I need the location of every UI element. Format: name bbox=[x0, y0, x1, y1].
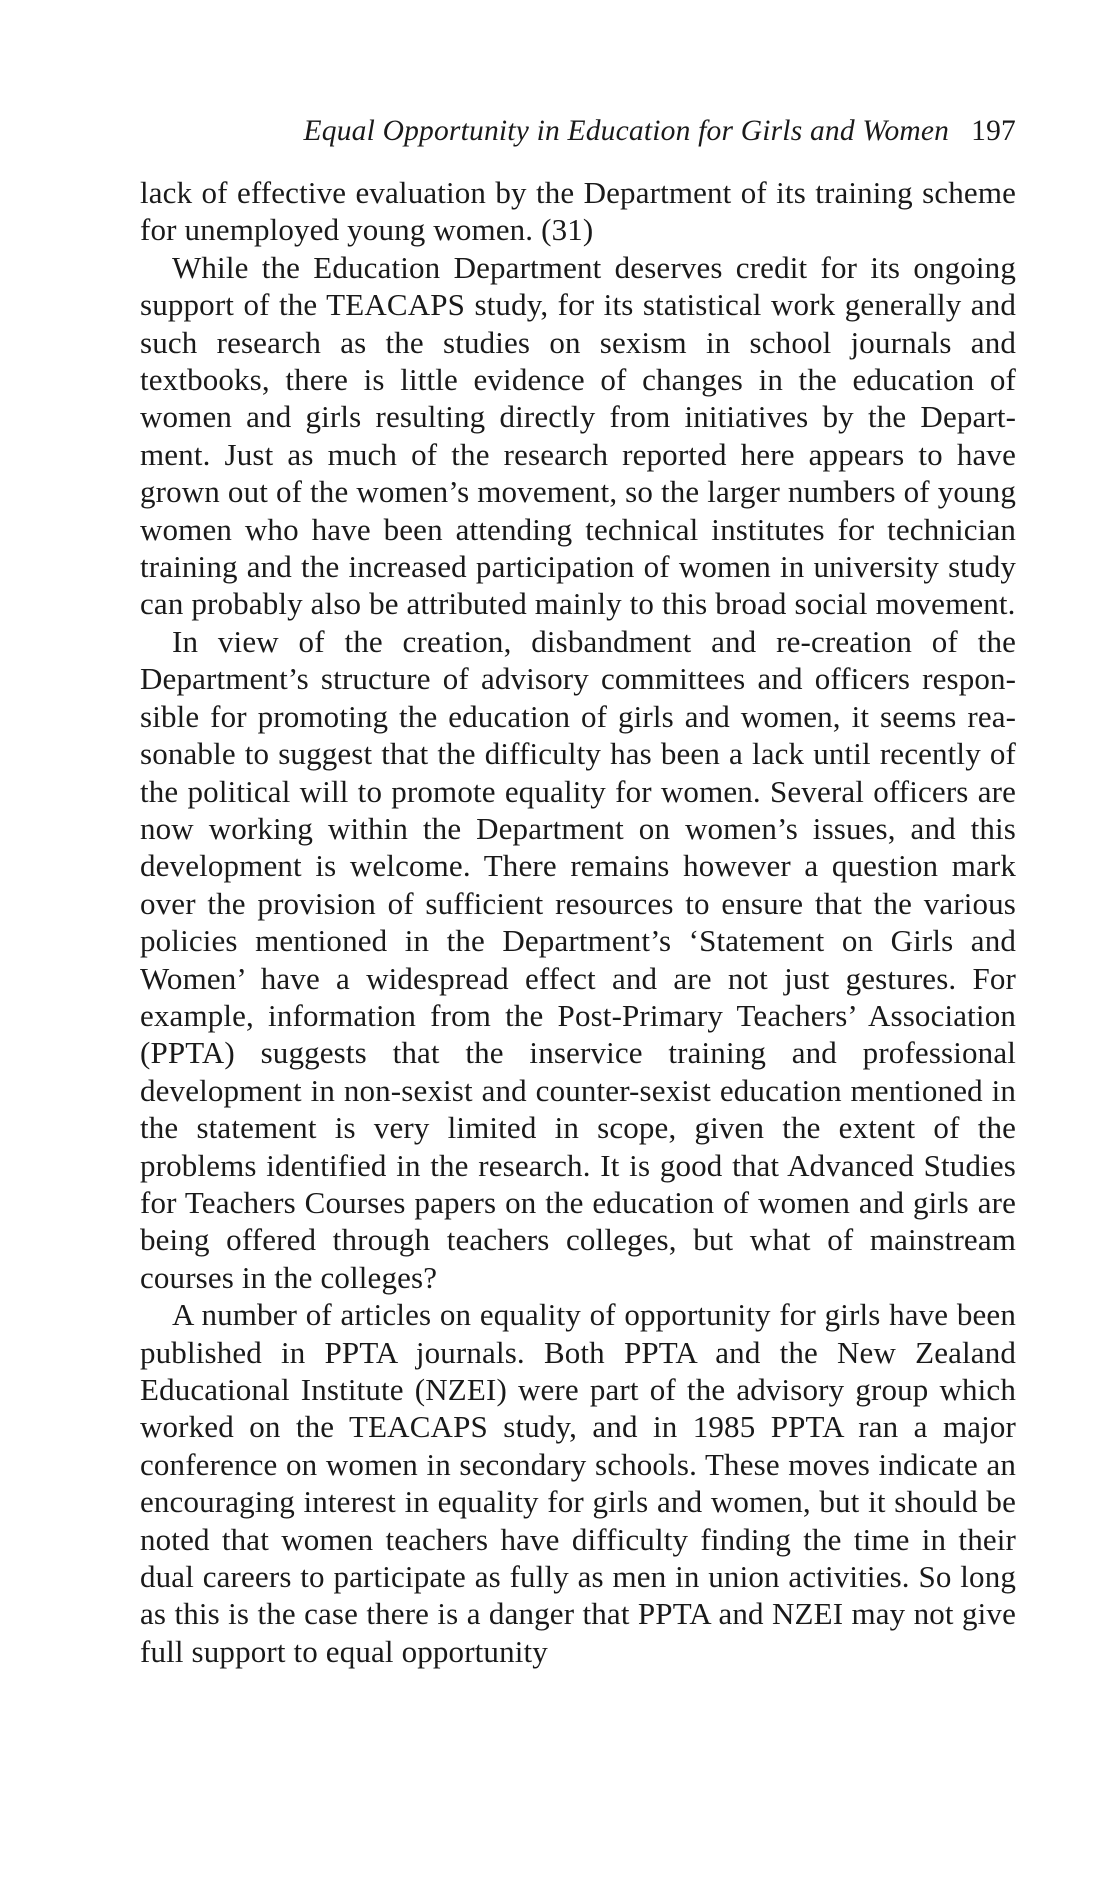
page-number: 197 bbox=[971, 115, 1016, 147]
paragraph-ppta-articles: A number of articles on equality of opportunity for girls have been published in PPTA journals. Both PPTA and the New Zealand Educational Institute (NZEI) were part of the advisory group which worked on the TEACAPS study, and in 1985 PPTA ran a major conference on women in secondary schools. These moves indicate an encouraging interest in equality for girls and women, but it should be noted that women teachers have difficulty finding the time in their dual careers to participate as fully as men in union activities. So long as this is the case there is a danger that PPTA and NZEI may not give full support to equal opportunity bbox=[140, 1297, 1016, 1669]
text-block bbox=[140, 108, 1016, 1670]
running-header bbox=[140, 108, 1016, 154]
paragraph-continued: lack of effective evaluation by the Department of its training scheme for unemployed young women. (31) bbox=[140, 175, 1016, 248]
running-title: Equal Opportunity in Education for Girls and Women bbox=[303, 115, 950, 147]
paragraph-education-department: While the Education Department deserves credit for its ongoing support of the TEACAPS study, for its statistical work generally and such research as the studies on sexism in school journals and textbooks, there is little evidence of changes in the education of women and girls resulting directly from initiatives by the Department. Just as much of the research reported here appears to have grown out of the women’s movement, so the larger numbers of young women who have been attending technical institutes for technician training and the increased participation of women in university study can probably also be attributed mainly to this broad social movement. bbox=[140, 249, 1016, 622]
paragraph-advisory-committees: In view of the creation, disbandment and re-creation of the Department’s structure of advisory committees and officers responsible for promoting the education of girls and women, it seems reasonable to suggest that the difficulty has been a lack until recently of the political will to promote equality for women. Several officers are now working within the Department on women’s issues, and this development is welcome. There remains however a question mark over the provision of sufficient resources to ensure that the various policies mentioned in the Department’s ‘Statement on Girls and Women’ have a widespread effect and are not just gestures. For example, information from the Post-Primary Teachers’ Association (PPTA) suggests that the inservice training and professional development in non-sexist and counter-sexist education mentioned in the statement is very limited in scope, given the extent of the problems identified in the research. It is good that Advanced Studies for Teachers Courses papers on the education of women and girls are being offered through teachers colleges, but what of mainstream courses in the colleges? bbox=[140, 623, 1016, 1295]
